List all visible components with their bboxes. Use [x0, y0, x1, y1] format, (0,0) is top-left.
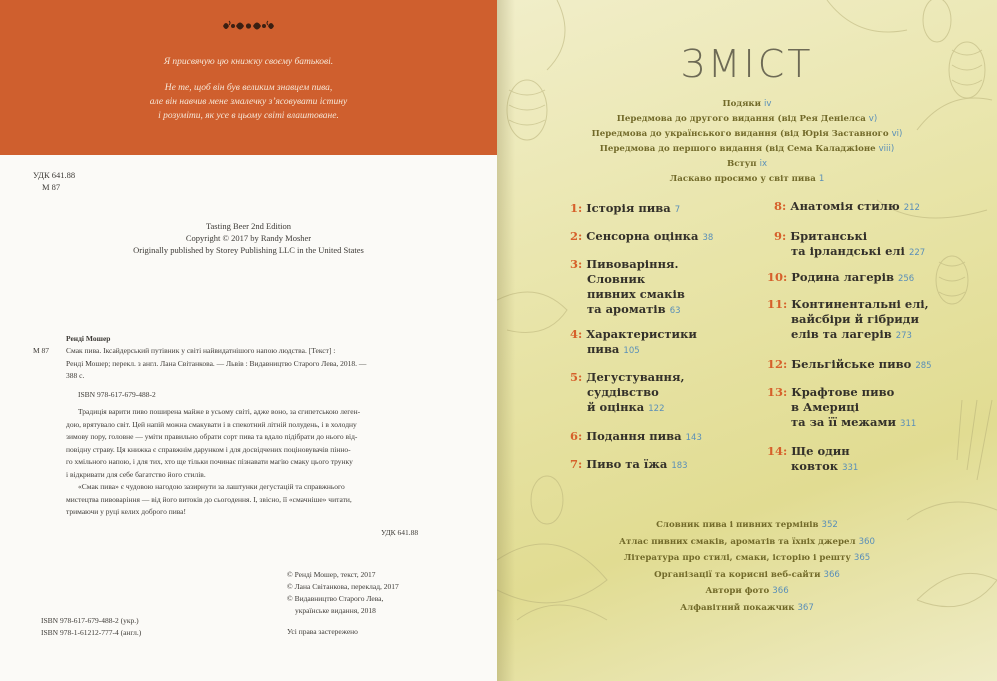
chapter-page: 256 [897, 274, 915, 284]
toc-chapter-7[interactable] [570, 457, 688, 474]
toc-back-entry[interactable] [497, 570, 997, 580]
chapter-number: 9: [774, 229, 787, 243]
chapter-number: 6: [570, 429, 583, 443]
chapter-page: 331 [842, 463, 859, 473]
paragraph-line: і відкривати для себе багатство його стилів. [66, 469, 206, 479]
chapter-title: пивних смаків [587, 287, 685, 301]
chapter-title: суддівство [587, 385, 659, 399]
toc-entry-label: Організації та корисні веб-сайти [654, 570, 821, 580]
toc-entry-page: v) [868, 114, 878, 124]
chapter-number: 1: [570, 201, 583, 215]
chapter-title: Подання пива [586, 429, 682, 443]
chapter-title: Історія пива [586, 201, 671, 215]
toc-chapter-10[interactable] [767, 270, 914, 287]
chapter-title: елів та лагерів [791, 327, 892, 341]
chapter-title: вайсбіри й гібриди [791, 312, 919, 326]
catalog-line: Ренді Мошер; перекл. з англ. Лана Світанкова. — Львів : Видавництво Старого Лева, 2018. — [66, 358, 367, 368]
chapter-title: ковток [791, 459, 839, 473]
chapter-title: Сенсорна оцінка [586, 229, 699, 243]
toc-entry-label: Передмова до українського видання (від Юрія Заставного [591, 129, 889, 139]
toc-chapter-9[interactable] [774, 229, 925, 261]
paragraph-line: го хмільного напою, і для тих, хто ще тільки починає пізнавати магію смаку цього трунку [66, 457, 353, 466]
edition-publisher: Originally published by Storey Publishing LLC in the United States [133, 245, 364, 255]
chapter-page: 143 [685, 433, 702, 443]
chapter-title: та ароматів [587, 302, 666, 316]
chapter-number: 4: [570, 327, 583, 341]
paragraph-line: Традиція варити пиво поширена майже в усьому світі, адже воно, за єгипетською леген- [78, 407, 361, 416]
chapter-page: 227 [908, 248, 926, 258]
catalog-line: Смак пива. Іксайдерський путівник у світі найвидатнішого напою людства. [Текст] : [66, 346, 336, 355]
toc-chapter-4[interactable] [570, 327, 697, 359]
toc-entry-page: 360 [858, 537, 875, 547]
chapter-number: 2: [570, 229, 583, 243]
toc-back-entry[interactable] [497, 537, 997, 547]
toc-entry-page: 352 [821, 520, 838, 530]
dedication-line: і розуміти, як усе в цьому світі влаштоване. [158, 111, 339, 121]
udk-code: УДК 641.88 [381, 528, 419, 537]
toc-entry-page: vi) [891, 129, 903, 139]
chapter-page: 285 [915, 361, 932, 371]
chapter-page: 38 [702, 233, 714, 243]
chapter-title: Ще один [791, 444, 850, 458]
chapter-title: Бельгійське пиво [791, 357, 912, 371]
chapter-title: Характеристики [586, 327, 697, 341]
library-code: М 87 [42, 182, 61, 192]
paragraph-line: зимову пору, головне — уміти правильно обрати сорт пива та вдало підібрати до нього від- [66, 432, 358, 441]
paragraph-line: дою, врятувало світ. Цей напій можна смакувати і в спекотний літній полудень, і в холодну [66, 419, 357, 429]
copyright-line: © Ренді Мошер, текст, 2017 [287, 570, 376, 579]
toc-front-entry[interactable] [497, 129, 997, 139]
edition-copyright: Copyright © 2017 by Randy Mosher [185, 233, 312, 243]
chapter-title: в Америці [791, 400, 860, 414]
chapter-title: та за її межами [791, 415, 897, 429]
chapter-title: Континентальні елі, [791, 297, 929, 311]
toc-back-entry[interactable] [497, 603, 997, 613]
toc-entry-label: Подяки [722, 99, 762, 109]
chapter-title: Дегустування, [586, 370, 685, 384]
udk-code: УДК 641.88 [33, 170, 76, 180]
catalog-entry [66, 345, 466, 383]
library-code: М 87 [33, 346, 50, 355]
paragraph-line: мистецтва пивоваріння — від його витоків до сьогодення. І, звісно, її «смачніше» читати, [66, 494, 352, 504]
chapter-title: Анатомія стилю [790, 199, 900, 213]
chapter-page: 122 [648, 404, 665, 414]
copyright-line: © Лана Світанкова, переклад, 2017 [287, 582, 399, 591]
rights-reserved: Усі права застережено [287, 627, 358, 636]
toc-entry-label: Атлас пивних смаків, ароматів та їхніх джерел [619, 537, 856, 547]
dedication-line: але він навчив мене змалечку з’ясовувати істину [149, 97, 348, 107]
chapter-page: 273 [895, 331, 912, 341]
chapter-title: й оцінка [587, 400, 645, 414]
isbn-line: ISBN 978-1-61212-777-4 (англ.) [41, 628, 142, 637]
toc-chapter-8[interactable] [774, 199, 920, 216]
toc-entry-label: Вступ [726, 159, 757, 169]
toc-chapter-13[interactable] [767, 385, 916, 432]
copyright-line: українське видання, 2018 [295, 606, 376, 615]
paragraph-line: «Смак пива» є чудовою нагодою зазирнути за лаштунки дегустацій та справжнього [78, 482, 345, 491]
toc-back-entry[interactable] [497, 520, 997, 530]
toc-front-entry[interactable] [497, 114, 997, 124]
copyright-line: © Видавництво Старого Лева, [287, 594, 384, 603]
chapter-title: Пивоваріння. [586, 257, 679, 271]
toc-front-entry[interactable] [497, 159, 997, 169]
toc-chapter-1[interactable] [570, 201, 680, 218]
dedication-line: Я присвячую цю книжку своєму батькові. [163, 57, 334, 67]
chapter-title: Родина лагерів [791, 270, 894, 284]
toc-front-entry[interactable] [497, 99, 997, 109]
chapter-number: 13: [767, 385, 788, 399]
toc-entry-label: Ласкаво просимо у світ пива [669, 174, 816, 184]
left-page [0, 0, 497, 681]
isbn-line: ISBN 978-617-679-488-2 [78, 390, 156, 399]
toc-chapter-11[interactable] [767, 297, 929, 344]
chapter-number: 8: [774, 199, 787, 213]
toc-back-entry[interactable] [497, 553, 997, 563]
chapter-page: 63 [669, 306, 681, 316]
dedication-block [0, 0, 497, 155]
chapter-page: 183 [671, 461, 688, 471]
toc-entry-page: iv [764, 99, 772, 109]
chapter-number: 5: [570, 370, 583, 384]
toc-chapter-2[interactable] [570, 229, 713, 246]
author-name: Ренді Мошер [66, 334, 111, 343]
isbn-line: ISBN 978-617-679-488-2 (укр.) [41, 616, 139, 625]
chapter-page: 311 [900, 419, 917, 429]
toc-entry-page: 367 [797, 603, 814, 613]
toc-entry-label: Передмова до другого видання (від Рея Деніелса [616, 114, 866, 124]
toc-chapter-12[interactable] [767, 357, 932, 374]
chapter-number: 10: [767, 270, 788, 284]
toc-front-entry[interactable] [497, 144, 997, 154]
toc-back-entry[interactable] [497, 586, 997, 596]
toc-front-entry[interactable] [497, 174, 997, 184]
chapter-title: та ірландські елі [791, 244, 905, 258]
chapter-title: Пиво та їжа [586, 457, 668, 471]
toc-title: ЗМІСТ [680, 42, 814, 86]
toc-chapter-3[interactable] [570, 257, 685, 319]
ornament-icon [0, 18, 497, 34]
toc-entry-label: Алфавітний покажчик [680, 603, 795, 613]
toc-entry-page: 1 [818, 174, 825, 184]
toc-chapter-14[interactable] [767, 444, 858, 476]
toc-entry-page: 365 [853, 553, 871, 563]
chapter-page: 105 [623, 346, 640, 356]
paragraph-line: тримаючи у руці келих доброго пива! [66, 507, 186, 516]
right-page [497, 0, 997, 681]
chapter-title: Словник [587, 272, 646, 286]
dedication-line: Не те, щоб він був великим знавцем пива, [164, 83, 333, 93]
toc-chapter-6[interactable] [570, 429, 702, 446]
chapter-title: Крафтове пиво [791, 385, 895, 399]
toc-entry-page: viii) [878, 144, 895, 154]
chapter-number: 3: [570, 257, 583, 271]
chapter-number: 14: [767, 444, 788, 458]
chapter-page: 212 [903, 203, 920, 213]
toc-entry-page: 366 [772, 586, 789, 596]
edition-title: Tasting Beer 2nd Edition [205, 221, 292, 231]
book-gutter [497, 0, 515, 681]
annotation-paragraph [66, 406, 466, 519]
chapter-number: 11: [767, 297, 788, 311]
catalog-line: 388 с. [66, 371, 85, 380]
toc-entry-label: Література про стилі, смаки, історію і решту [623, 553, 851, 563]
toc-entry-label: Автори фото [705, 586, 770, 596]
toc-entry-page: 366 [823, 570, 840, 580]
copyright-block [287, 569, 399, 617]
chapter-number: 7: [570, 457, 583, 471]
toc-chapter-5[interactable] [570, 370, 684, 417]
toc-entry-page: ix [759, 159, 768, 169]
paragraph-line: повідну страву. Ця книжка є справжнім дарунком і для досвідчених поціновувачів пінно- [66, 444, 351, 454]
chapter-page: 7 [674, 205, 681, 215]
toc-entry-label: Словник пива і пивних термінів [656, 520, 819, 530]
chapter-number: 12: [767, 357, 788, 371]
toc-entry-label: Передмова до першого видання (від Сема Каладжіоне [599, 144, 876, 154]
chapter-title: Британські [790, 229, 868, 243]
chapter-title: пива [587, 342, 620, 356]
isbn-block [41, 615, 141, 639]
